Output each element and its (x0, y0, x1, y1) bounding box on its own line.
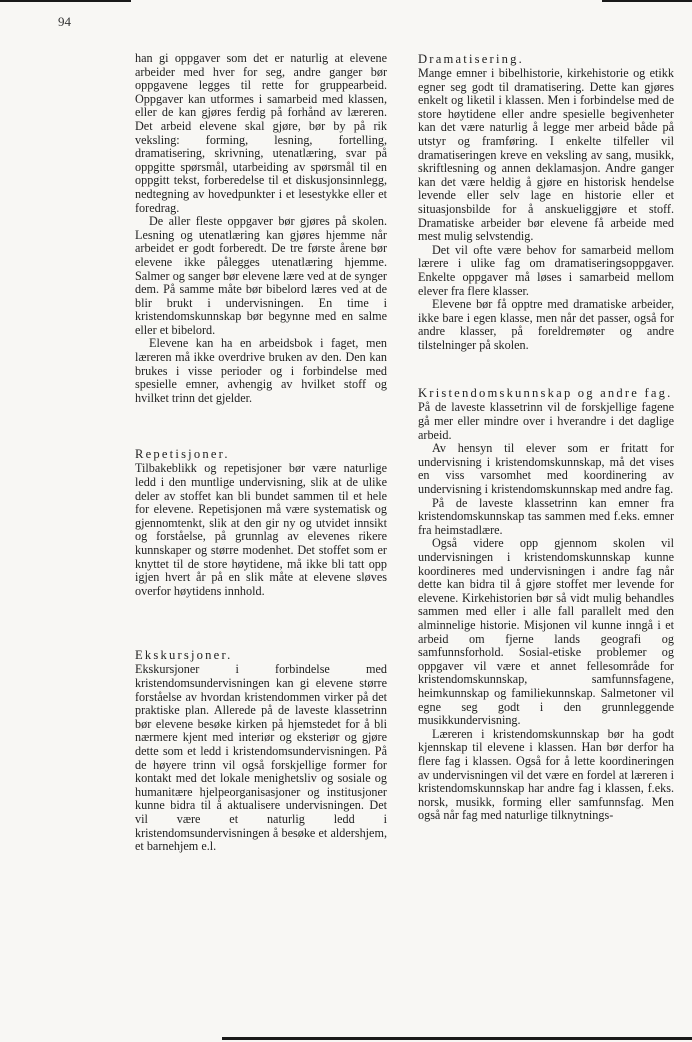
paragraph: Også videre opp gjennom skolen vil undervisningen i kristendomskunnskap kunne koordineres med undervisningen i andre fag når dette kan bidra til å gjøre stoffet mer levende for elevene. Kirkehistorien bør så vidt mulig behandles sammen med eller i alle fall parallelt med den alminnelige historie. Misjonen vil kunne inngå i et arbeid om fjerne lands geografi og samfunnsforhold. Sosial-etiske problemer og oppgaver vil være et annet fellesområde for kristendomskunnskap, samfunnsfagene, heimkunnskap og familiekunnskap. Salmetoner vil egne seg godt i den grunnleggende musikkundervisning. (418, 536, 674, 728)
top-rule-right (602, 0, 692, 2)
section-heading-kristendomskunnskap: Kristendomskunnskap og andre fag. (418, 386, 673, 401)
paragraph: Læreren i kristendomskunnskap bør ha godt kjennskap til elevene i klassen. Han bør derfor ha flere fag i klassen. Også for å lette koordineringen av undervisningen vil det være en fordel at læreren i kristendomskunnskap har andre fag i klassen, f.eks. norsk, musikk, forming eller samfunnsfag. Men også når fag med naturlige tilknytnings- (418, 726, 674, 823)
section-heading-dramatisering: Dramatisering. (418, 52, 524, 66)
paragraph: Ekskursjoner i forbindelse med kristendomsundervisningen kan gi elevene større forståelse av hvordan kristendommen virker på det praktiske plan. Allerede på de laveste klassetrinn bør elevene besøke kirken på hjemstedet for å bli nærmere kjent med interiør og eksteriør og gjøre dette som et ledd i kristendomsundervisningen. På de høyere trinn vil også forskjellige former for kontakt med det lokale menighetsliv og sosiale og humanitære hjelpeorganisasjoner og institusjoner kunne bidra til å aktualisere undervisningen. Det vil være et naturlig ledd i kristendomsundervisningen å besøke et aldershjem, et barnehjem e.l. (135, 662, 387, 854)
right-column (418, 52, 674, 823)
section-heading-repetisjoner: Repetisjoner. (135, 447, 230, 462)
paragraph: Mange emner i bibelhistorie, kirkehistorie og etikk egner seg godt til dramatisering. Dette kan gjøres enkelt og liketil i klassen. Men i forbindelse med de store høytidene eller andre spesielle begivenheter kan det være naturlig å legge mer arbeid både på utstyr og framføring. I enkelte tilfeller vil dramatiseringen kreve en veksling av sang, musikk, skriftlesning og annen deklamasjon. Andre ganger kan det være heldig å gjøre en historisk hendelse levende eller selv lage en historie eller et situasjonsbilde for å anskueliggjøre et stoff. Dramatiske arbeider bør elevene få arbeide med mest mulig selvstendig. (418, 66, 674, 244)
paragraph: De aller fleste oppgaver bør gjøres på skolen. Lesning og utenatlæring kan gjøres hjemme når arbeidet er godt forberedt. De tre første årene bør elevene ikke pålegges utenatlæring hjemme. Salmer og sanger bør elevene lære ved at de synger dem. På samme måte bør bibelord læres ved at de blir brukt i undervisningen. En time i kristendomskunnskap bør begynne med en salme eller et bibelord. (135, 214, 387, 337)
bottom-rule (222, 1037, 692, 1040)
paragraph: han gi oppgaver som det er naturlig at elevene arbeider med hver for seg, andre ganger bør oppgavene legges til rette for gruppearbeid. Oppgaver kan utformes i samarbeid med klassen, eller de kan gjøres ferdig på forhånd av læreren. Det arbeid elevene skal gjøre, bør by på rik veksling: forming, lesning, fortelling, dramatisering, skrivning, utenatlæring, svar på oppgitte spørsmål, utarbeiding av spørsmål til en oppgitt tekst, forberedelse til et diskusjonsinnlegg, nedtegning av hovedpunkter i et lesestykke eller et foredrag. (135, 51, 387, 215)
section-heading-ekskursjoner: Ekskursjoner. (135, 648, 233, 663)
paragraph: På de laveste klassetrinn vil de forskjellige fagene gå mer eller mindre over i hverandre i det daglige arbeid. (418, 400, 674, 442)
paragraph: Elevene bør få opptre med dramatiske arbeider, ikke bare i egen klasse, men når det passer, også for andre klasser, på foreldremøter og andre tilstelninger på skolen. (418, 297, 674, 352)
paragraph: Elevene kan ha en arbeidsbok i faget, men læreren må ikke overdrive bruken av den. Den kan brukes i visse perioder og i forbindelse med spesielle emner, avhengig av hvilket stoff og hvilket trinn det gjelder. (135, 336, 387, 405)
page-number: 94 (58, 14, 71, 29)
paragraph: På de laveste klassetrinn kan emner fra kristendomskunnskap tas sammen med f.eks. emner fra heimstadlære. (418, 495, 674, 537)
paragraph: Det vil ofte være behov for samarbeid mellom lærere i ulike fag om dramatiseringsoppgaver. Enkelte oppgaver må løses i samarbeid mellom elever fra flere klasser. (418, 242, 674, 298)
paragraph: Av hensyn til elever som er fritatt for undervisning i kristendomskunnskap, må det vises en viss varsomhet med koordinering av undervisning i kristendomskunnskap med andre fag. (418, 441, 674, 497)
paragraph: Tilbakeblikk og repetisjoner bør være naturlige ledd i den muntlige undervisning, slik at de ulike deler av stoffet kan bli bundet sammen til et hele for elevene. Repetisjonen må være systematisk og gjennomtenkt, slik at den gir ny og utvidet innsikt og forståelse, på grunnlag av elevenes rikere kunnskaper og større modenhet. Det stoffet som er knyttet til de store høytidene, må ikke bli tatt opp igjen hvert år på en slik måte at elevene sløves overfor høytidens innhold. (135, 461, 387, 598)
left-column (135, 52, 387, 854)
top-rule-left (0, 0, 131, 2)
